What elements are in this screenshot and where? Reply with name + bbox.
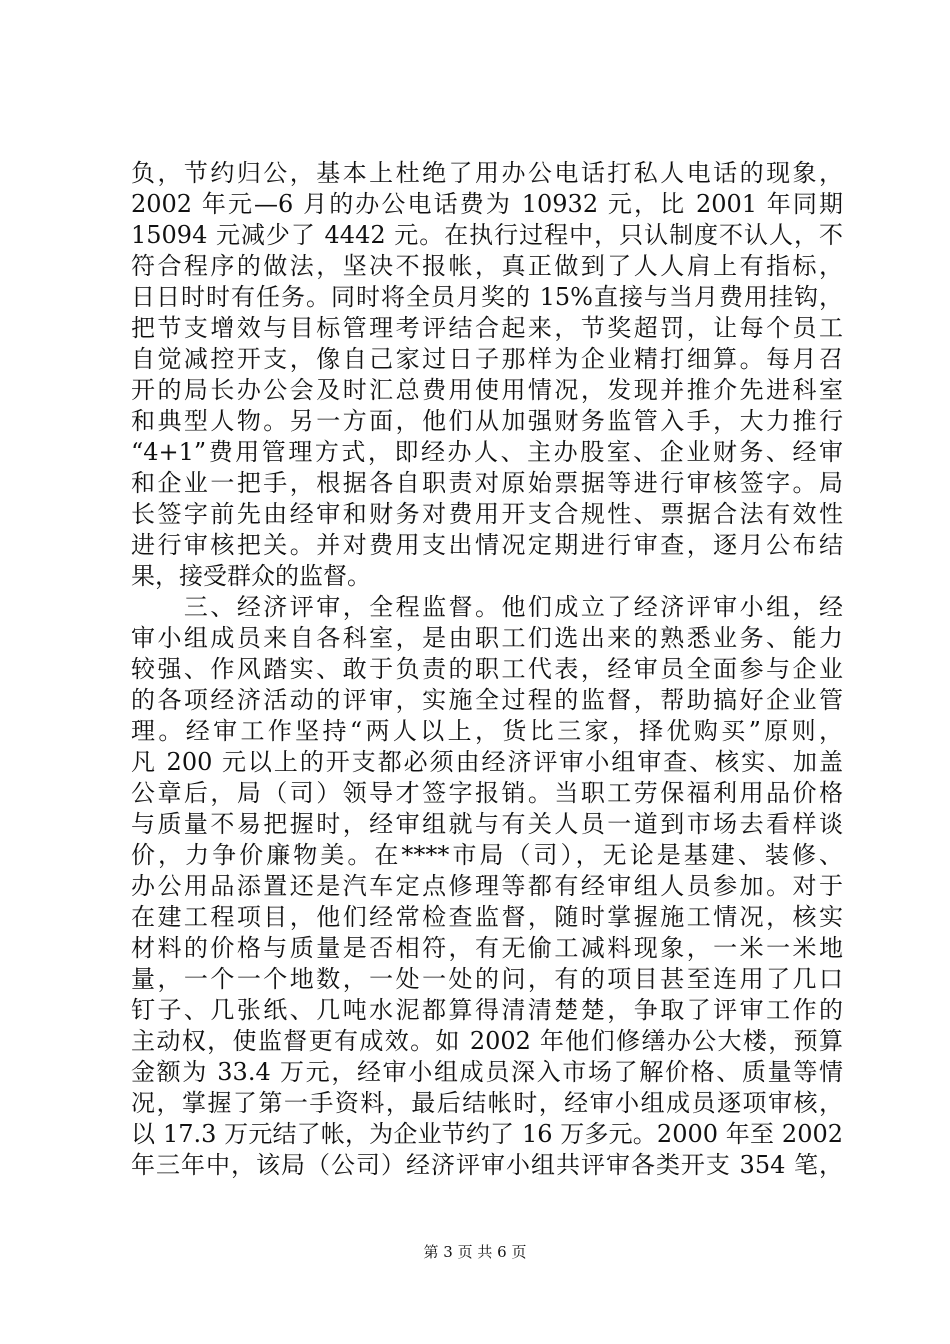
text-line: “4+1”费用管理方式，即经办人、主办股室、企业财务、经审 <box>131 438 843 466</box>
text-line: 符合程序的做法，坚决不报帐，真正做到了人人肩上有指标， <box>131 252 843 280</box>
text-line: 与质量不易把握时，经审组就与有关人员一道到市场去看样谈 <box>131 810 843 838</box>
text-line: 金额为 33.4 万元，经审小组成员深入市场了解价格、质量等情 <box>131 1058 843 1086</box>
text-line: 2002 年元—6 月的办公电话费为 10932 元，比 2001 年同期 <box>131 190 843 218</box>
text-line: 材料的价格与质量是否相符，有无偷工减料现象，一米一米地 <box>131 934 843 962</box>
text-line: 较强、作风踏实、敢于负责的职工代表，经审员全面参与企业 <box>131 655 843 683</box>
text-line: 把节支增效与目标管理考评结合起来，节奖超罚，让每个员工 <box>131 314 843 342</box>
text-line: 凡 200 元以上的开支都必须由经济评审小组审查、核实、加盖 <box>131 748 843 776</box>
text-line: 的各项经济活动的评审，实施全过程的监督，帮助搞好企业管 <box>131 686 843 714</box>
page-footer <box>0 1242 950 1262</box>
text-line: 自觉减控开支，像自己家过日子那样为企业精打细算。每月召 <box>131 345 843 373</box>
document-body <box>131 158 843 1181</box>
text-line: 负，节约归公，基本上杜绝了用办公电话打私人电话的现象， <box>131 159 843 187</box>
text-line: 进行审核把关。并对费用支出情况定期进行审查，逐月公布结 <box>131 531 843 559</box>
text-line: 以 17.3 万元结了帐，为企业节约了 16 万多元。2000 年至 2002 <box>131 1120 843 1148</box>
text-line: 钉子、几张纸、几吨水泥都算得清清楚楚，争取了评审工作的 <box>131 996 843 1024</box>
text-line: 在建工程项目，他们经常检查监督，随时掌握施工情况，核实 <box>131 903 843 931</box>
text-line: 办公用品添置还是汽车定点修理等都有经审组人员参加。对于 <box>131 872 843 900</box>
paragraph-end-line: 果，接受群众的监督。 <box>131 562 371 590</box>
text-line: 公章后，局（司）领导才签字报销。当职工劳保福利用品价格 <box>131 779 843 807</box>
section-heading-line: 三、经济评审，全程监督。他们成立了经济评审小组，经 <box>131 593 843 621</box>
text-line: 和典型人物。另一方面，他们从加强财务监管入手，大力推行 <box>131 407 843 435</box>
page-number: 第 3 页 共 6 页 <box>423 1243 527 1261</box>
text-line: 审小组成员来自各科室，是由职工们选出来的熟悉业务、能力 <box>131 624 843 652</box>
text-line: 价，力争价廉物美。在****市局（司），无论是基建、装修、 <box>131 841 843 869</box>
text-line: 主动权，使监督更有成效。如 2002 年他们修缮办公大楼，预算 <box>131 1027 843 1055</box>
text-line: 年三年中，该局（公司）经济评审小组共评审各类开支 354 笔， <box>131 1151 843 1179</box>
text-line: 长签字前先由经审和财务对费用开支合规性、票据合法有效性 <box>131 500 843 528</box>
text-line: 开的局长办公会及时汇总费用使用情况，发现并推介先进科室 <box>131 376 843 404</box>
text-line: 日日时时有任务。同时将全员月奖的 15%直接与当月费用挂钩， <box>131 283 843 311</box>
text-line: 15094 元减少了 4442 元。在执行过程中，只认制度不认人，不 <box>131 221 843 249</box>
text-line: 况，掌握了第一手资料，最后结帐时，经审小组成员逐项审核， <box>131 1089 843 1117</box>
text-line: 量，一个一个地数，一处一处的问，有的项目甚至连用了几口 <box>131 965 843 993</box>
text-line: 和企业一把手，根据各自职责对原始票据等进行审核签字。局 <box>131 469 843 497</box>
text-line: 理。经审工作坚持“两人以上，货比三家，择优购买”原则， <box>131 717 843 745</box>
